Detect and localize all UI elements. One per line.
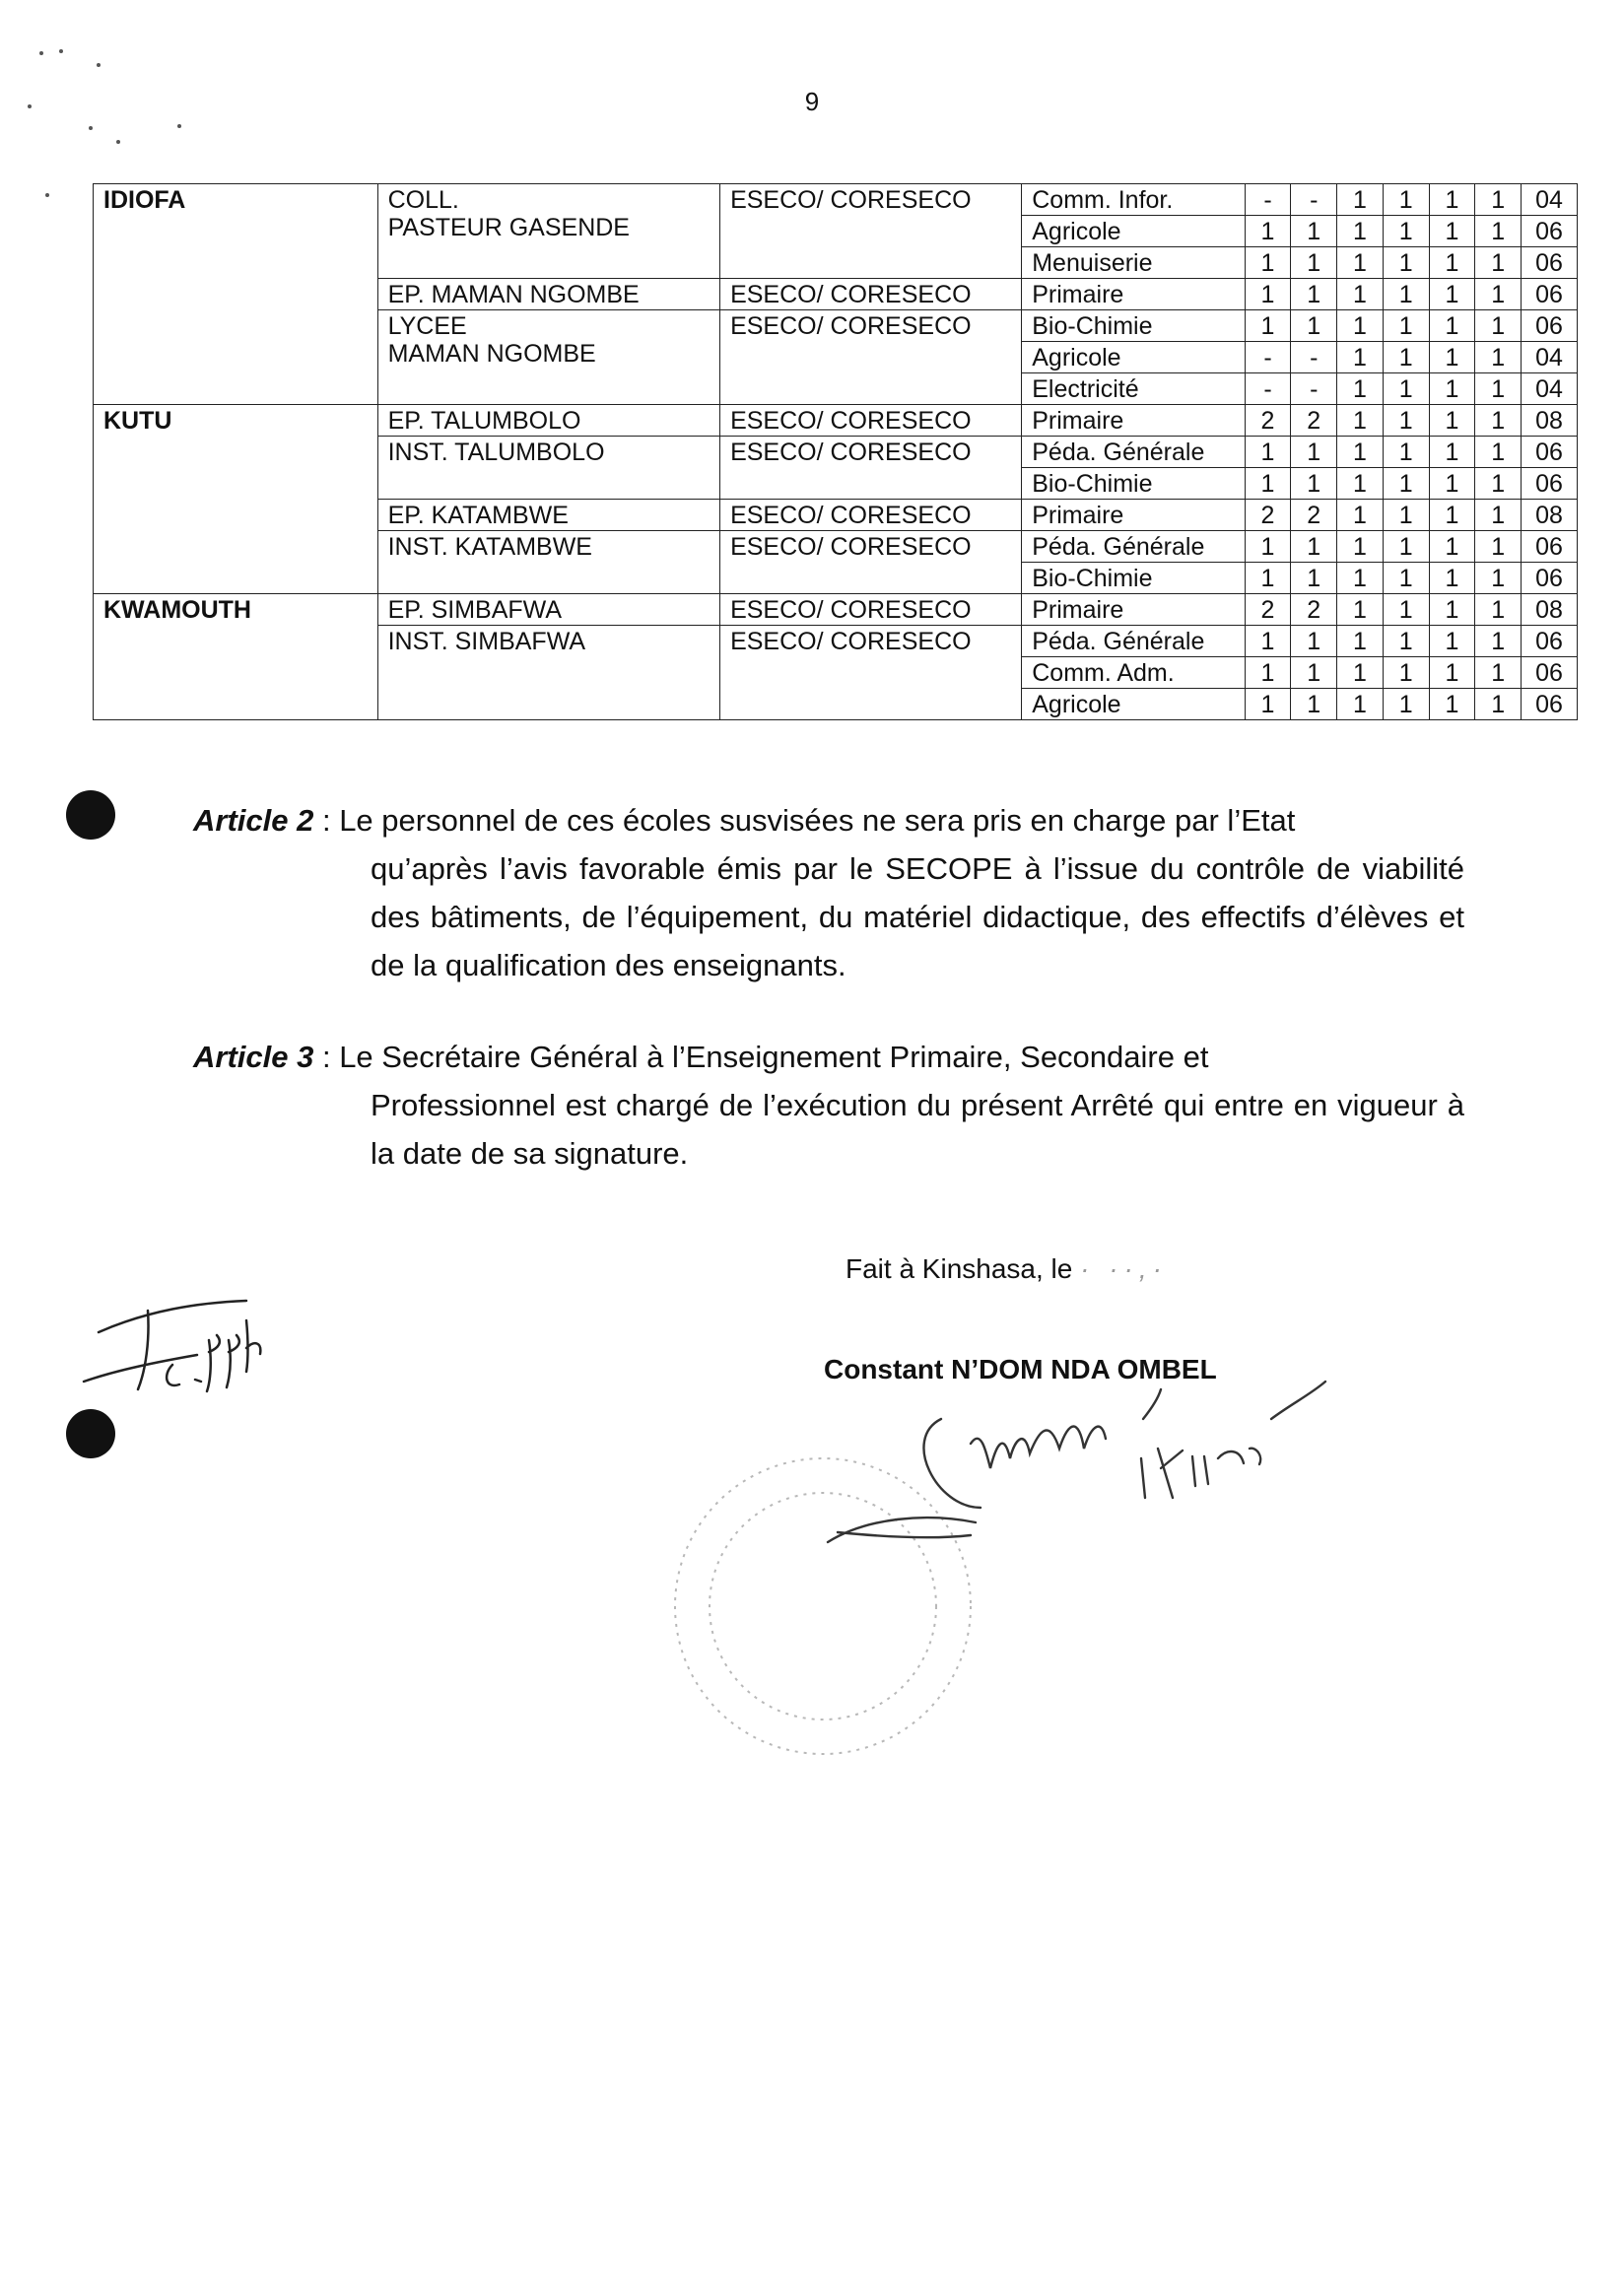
regime-cell: ESECO/ CORESECO xyxy=(720,500,1022,531)
article-3-first-line: : Le Secrétaire Général à l’Enseignement Primaire, Secondaire et xyxy=(321,1040,1209,1074)
class-count-cell: - xyxy=(1245,184,1291,216)
class-count-cell: 2 xyxy=(1291,500,1337,531)
class-count-cell: 1 xyxy=(1383,405,1429,437)
class-count-cell: 1 xyxy=(1383,310,1429,342)
class-count-cell: 2 xyxy=(1245,500,1291,531)
class-count-cell: 1 xyxy=(1475,500,1522,531)
class-count-cell: - xyxy=(1245,342,1291,373)
article-2-first-line: : Le personnel de ces écoles susvisées ne sera pris en charge par l’Etat xyxy=(321,803,1296,838)
minister-signature-icon xyxy=(828,1382,1325,1542)
class-count-cell: 1 xyxy=(1291,657,1337,689)
regime-cell: ESECO/ CORESECO xyxy=(720,310,1022,405)
class-count-cell: 1 xyxy=(1475,184,1522,216)
class-count-cell: 1 xyxy=(1383,500,1429,531)
school-name-line: LYCEE xyxy=(387,312,467,340)
class-count-cell: 1 xyxy=(1383,342,1429,373)
regime-cell: ESECO/ CORESECO xyxy=(720,405,1022,437)
option-cell: Comm. Infor. xyxy=(1022,184,1245,216)
class-count-cell: 1 xyxy=(1429,216,1475,247)
total-cell: 06 xyxy=(1522,563,1578,594)
regime-cell: ESECO/ CORESECO xyxy=(720,594,1022,626)
class-count-cell: 1 xyxy=(1383,437,1429,468)
class-count-cell: 1 xyxy=(1475,689,1522,720)
class-count-cell: 1 xyxy=(1291,626,1337,657)
option-cell: Agricole xyxy=(1022,216,1245,247)
class-count-cell: 1 xyxy=(1383,247,1429,279)
class-count-cell: 1 xyxy=(1429,310,1475,342)
article-2-body: qu’après l’avis favorable émis par le SECOPE à l’issue du contrôle de viabilité des bâtiments, de l’équipement, du matériel didactique, des effectifs d’élèves et de la qualification des enseignants. xyxy=(371,851,1464,982)
class-count-cell: 1 xyxy=(1383,689,1429,720)
class-count-cell: 1 xyxy=(1475,216,1522,247)
class-count-cell: 1 xyxy=(1291,437,1337,468)
class-count-cell: 1 xyxy=(1337,626,1384,657)
class-count-cell: 1 xyxy=(1429,468,1475,500)
option-cell: Agricole xyxy=(1022,689,1245,720)
class-count-cell: 1 xyxy=(1429,657,1475,689)
class-count-cell: - xyxy=(1291,184,1337,216)
class-count-cell: 1 xyxy=(1383,657,1429,689)
class-count-cell: 2 xyxy=(1245,594,1291,626)
class-count-cell: 1 xyxy=(1475,626,1522,657)
class-count-cell: 1 xyxy=(1383,216,1429,247)
total-cell: 06 xyxy=(1522,437,1578,468)
class-count-cell: 1 xyxy=(1245,689,1291,720)
regime-cell: ESECO/ CORESECO xyxy=(720,184,1022,279)
class-count-cell: 1 xyxy=(1429,626,1475,657)
class-count-cell: 1 xyxy=(1245,468,1291,500)
class-count-cell: 1 xyxy=(1337,216,1384,247)
class-count-cell: 1 xyxy=(1337,563,1384,594)
class-count-cell: - xyxy=(1245,373,1291,405)
class-count-cell: 1 xyxy=(1245,657,1291,689)
school-name-line: INST. TALUMBOLO xyxy=(387,439,605,466)
total-cell: 06 xyxy=(1522,310,1578,342)
school-name-line: INST. SIMBAFWA xyxy=(387,628,586,655)
class-count-cell: 1 xyxy=(1475,373,1522,405)
class-count-cell: 1 xyxy=(1475,657,1522,689)
total-cell: 08 xyxy=(1522,594,1578,626)
class-count-cell: 1 xyxy=(1245,310,1291,342)
class-count-cell: 1 xyxy=(1475,342,1522,373)
total-cell: 06 xyxy=(1522,531,1578,563)
school-name-line: MAMAN NGOMBE xyxy=(387,340,596,368)
class-count-cell: 1 xyxy=(1337,689,1384,720)
option-cell: Primaire xyxy=(1022,594,1245,626)
class-count-cell: 1 xyxy=(1429,184,1475,216)
school-name-line: EP. SIMBAFWA xyxy=(387,596,562,624)
class-count-cell: 1 xyxy=(1475,405,1522,437)
class-count-cell: 1 xyxy=(1291,247,1337,279)
class-count-cell: 1 xyxy=(1383,184,1429,216)
total-cell: 06 xyxy=(1522,468,1578,500)
class-count-cell: 1 xyxy=(1291,563,1337,594)
class-count-cell: 1 xyxy=(1429,279,1475,310)
class-count-cell: 1 xyxy=(1475,279,1522,310)
school-name-line: EP. KATAMBWE xyxy=(387,502,569,529)
class-count-cell: 1 xyxy=(1383,373,1429,405)
option-cell: Primaire xyxy=(1022,279,1245,310)
option-cell: Bio-Chimie xyxy=(1022,563,1245,594)
class-count-cell: 1 xyxy=(1337,405,1384,437)
class-count-cell: 1 xyxy=(1429,373,1475,405)
class-count-cell: 1 xyxy=(1429,342,1475,373)
class-count-cell: 1 xyxy=(1429,594,1475,626)
class-count-cell: 1 xyxy=(1337,279,1384,310)
class-count-cell: 1 xyxy=(1429,531,1475,563)
total-cell: 04 xyxy=(1522,184,1578,216)
option-cell: Menuiserie xyxy=(1022,247,1245,279)
total-cell: 06 xyxy=(1522,689,1578,720)
class-count-cell: 1 xyxy=(1429,247,1475,279)
class-count-cell: 1 xyxy=(1337,657,1384,689)
class-count-cell: 1 xyxy=(1245,216,1291,247)
regime-cell: ESECO/ CORESECO xyxy=(720,279,1022,310)
total-cell: 04 xyxy=(1522,373,1578,405)
school-name-line: EP. TALUMBOLO xyxy=(387,407,581,435)
option-cell: Péda. Générale xyxy=(1022,626,1245,657)
class-count-cell: 1 xyxy=(1337,310,1384,342)
place-text: Fait à Kinshasa, le xyxy=(846,1253,1073,1284)
total-cell: 06 xyxy=(1522,626,1578,657)
total-cell: 06 xyxy=(1522,657,1578,689)
option-cell: Péda. Générale xyxy=(1022,531,1245,563)
option-cell: Bio-Chimie xyxy=(1022,310,1245,342)
total-cell: 06 xyxy=(1522,216,1578,247)
class-count-cell: 1 xyxy=(1475,247,1522,279)
class-count-cell: 1 xyxy=(1337,500,1384,531)
article-3-body: Professionnel est chargé de l’exécution du présent Arrêté qui entre en vigueur à la date de sa signature. xyxy=(371,1088,1464,1171)
class-count-cell: 1 xyxy=(1245,279,1291,310)
total-cell: 04 xyxy=(1522,342,1578,373)
class-count-cell: 1 xyxy=(1475,468,1522,500)
option-cell: Agricole xyxy=(1022,342,1245,373)
class-count-cell: 1 xyxy=(1337,594,1384,626)
regime-cell: ESECO/ CORESECO xyxy=(720,626,1022,720)
class-count-cell: 1 xyxy=(1383,594,1429,626)
class-count-cell: 1 xyxy=(1429,437,1475,468)
class-count-cell: 1 xyxy=(1475,310,1522,342)
class-count-cell: 1 xyxy=(1429,689,1475,720)
class-count-cell: 1 xyxy=(1337,247,1384,279)
class-count-cell: 1 xyxy=(1383,468,1429,500)
class-count-cell: 1 xyxy=(1337,468,1384,500)
class-count-cell: 1 xyxy=(1475,437,1522,468)
total-cell: 08 xyxy=(1522,405,1578,437)
class-count-cell: 1 xyxy=(1337,184,1384,216)
class-count-cell: 1 xyxy=(1337,342,1384,373)
regime-cell: ESECO/ CORESECO xyxy=(720,531,1022,594)
class-count-cell: 1 xyxy=(1429,563,1475,594)
regime-cell: ESECO/ CORESECO xyxy=(720,437,1022,500)
class-count-cell: 1 xyxy=(1245,531,1291,563)
class-count-cell: 1 xyxy=(1245,563,1291,594)
class-count-cell: 1 xyxy=(1291,468,1337,500)
page-number: 9 xyxy=(804,87,820,116)
class-count-cell: 2 xyxy=(1291,594,1337,626)
school-name-line: PASTEUR GASENDE xyxy=(387,214,630,241)
class-count-cell: 1 xyxy=(1291,689,1337,720)
option-cell: Primaire xyxy=(1022,500,1245,531)
class-count-cell: - xyxy=(1291,373,1337,405)
class-count-cell: 1 xyxy=(1245,626,1291,657)
class-count-cell: 1 xyxy=(1475,594,1522,626)
class-count-cell: 2 xyxy=(1245,405,1291,437)
class-count-cell: - xyxy=(1291,342,1337,373)
option-cell: Primaire xyxy=(1022,405,1245,437)
class-count-cell: 1 xyxy=(1337,531,1384,563)
official-stamp-icon xyxy=(675,1458,971,1754)
article-3-label: Article 3 xyxy=(193,1040,314,1074)
class-count-cell: 1 xyxy=(1337,437,1384,468)
class-count-cell: 1 xyxy=(1291,279,1337,310)
class-count-cell: 2 xyxy=(1291,405,1337,437)
territory-cell: KUTU xyxy=(94,405,378,594)
school-name-line: INST. KATAMBWE xyxy=(387,533,592,561)
school-name-line: COLL. xyxy=(387,186,459,214)
class-count-cell: 1 xyxy=(1291,531,1337,563)
class-count-cell: 1 xyxy=(1475,531,1522,563)
territory-cell: KWAMOUTH xyxy=(94,594,378,720)
date-scribble-icon: · ··,· xyxy=(1080,1253,1168,1284)
option-cell: Comm. Adm. xyxy=(1022,657,1245,689)
class-count-cell: 1 xyxy=(1383,563,1429,594)
class-count-cell: 1 xyxy=(1383,279,1429,310)
total-cell: 06 xyxy=(1522,247,1578,279)
article-2-label: Article 2 xyxy=(193,803,314,838)
total-cell: 06 xyxy=(1522,279,1578,310)
class-count-cell: 1 xyxy=(1245,437,1291,468)
class-count-cell: 1 xyxy=(1383,531,1429,563)
option-cell: Electricité xyxy=(1022,373,1245,405)
class-count-cell: 1 xyxy=(1337,373,1384,405)
school-name-line: EP. MAMAN NGOMBE xyxy=(387,281,640,308)
class-count-cell: 1 xyxy=(1291,216,1337,247)
option-cell: Bio-Chimie xyxy=(1022,468,1245,500)
class-count-cell: 1 xyxy=(1429,500,1475,531)
stray-marks-icon xyxy=(28,49,181,197)
paraph-signature-icon xyxy=(84,1301,260,1391)
class-count-cell: 1 xyxy=(1429,405,1475,437)
signatory-name: Constant N’DOM NDA OMBEL xyxy=(824,1354,1217,1384)
class-count-cell: 1 xyxy=(1475,563,1522,594)
total-cell: 08 xyxy=(1522,500,1578,531)
option-cell: Péda. Générale xyxy=(1022,437,1245,468)
class-count-cell: 1 xyxy=(1291,310,1337,342)
class-count-cell: 1 xyxy=(1245,247,1291,279)
territory-cell: IDIOFA xyxy=(94,184,378,405)
class-count-cell: 1 xyxy=(1383,626,1429,657)
